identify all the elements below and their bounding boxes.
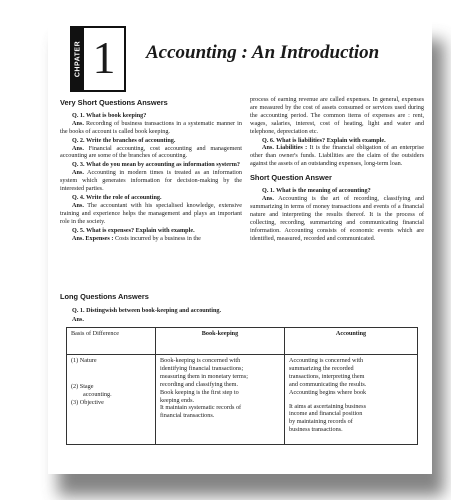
long-answer-label: Ans. (72, 316, 84, 323)
answer-1 (60, 120, 242, 136)
cell-text: Book keeping is the first step to (160, 388, 239, 396)
cell-text: income and financial position (289, 410, 363, 418)
very-short-heading: Very Short Questions Answers (60, 98, 168, 107)
answer-text: Accounting is the art of recording, classifying and summarizing in terms of money transactions and events of a financial nature and interpreting the results thereof. It is the process of collecting, recording, summarizing and communicating financial information. Accounting consists of economic events which are identified, measured, recorded and communicated. (250, 194, 424, 242)
table-cell-bookkeeping (156, 355, 285, 445)
cell-text: Accounting begins where book (289, 388, 367, 396)
basis-item: accounting. (83, 390, 112, 398)
document-page (48, 16, 432, 474)
short-answer-1 (250, 195, 424, 242)
cell-text: and communicating the results. (289, 380, 367, 388)
cell-text: keeping ends. (160, 396, 195, 404)
answer-label: Ans. Liabilities : (262, 144, 308, 152)
cell-text: Accounting is concerned with (289, 357, 364, 364)
table-header-bookkeeping: Book-keeping (156, 328, 285, 355)
table-row (67, 355, 418, 445)
answer-5-continued: process of earning revenue are called expenses. In general, expenses are measured by the cost of assets consumed or services used during the accounting period. The common items of expenses are : rent, wages, salaries, interest, cost of heating, light and water and telephone, depreciation etc. (250, 96, 424, 135)
table-cell-basis (67, 355, 156, 445)
basis-item: (2) Stage (71, 382, 94, 390)
answer-label: Ans. Expenses : (72, 234, 114, 242)
table-header-accounting: Accounting (285, 328, 418, 355)
answer-label: Ans. (72, 169, 84, 177)
cell-text: identifying financial transactions; (160, 364, 244, 372)
cell-text: It maintain systematic records of (160, 404, 242, 412)
question-3: Q. 3. What do you mean by accounting as information systerm? (72, 161, 240, 169)
answer-label: Ans. (72, 144, 84, 152)
table-header-row (67, 328, 418, 355)
answer-text: Costs incurred by a business in the (113, 234, 201, 242)
long-questions-heading: Long Questions Answers (60, 292, 149, 301)
question-2: Q. 2. Write the branches of accounting. (72, 136, 176, 144)
chapter-label-strip (72, 28, 84, 90)
cell-text: It aims at ascertaining business (289, 402, 366, 410)
answer-5 (60, 235, 242, 243)
cell-text: recording and classifying them. (160, 380, 239, 388)
cell-text: by maintaining records of (289, 418, 353, 426)
cell-text: financial transactions. (160, 412, 215, 420)
short-question-1: Q. 1. What is the meaning of accounting? (262, 187, 371, 195)
cell-text: measuring them in monetary terms; (160, 372, 248, 380)
short-question-heading: Short Question Answer (250, 173, 332, 183)
question-1: Q. 1. What is book keeping? (72, 111, 147, 119)
answer-text: Accounting in modern times is treated as an information system which generates information for decision-making by the interested parties. (60, 169, 242, 193)
answer-6 (250, 144, 424, 168)
right-column (250, 96, 424, 242)
answer-text: The accountant with his specialised knowledge, extensive training and experience helps the management and plays an important role in the society. (60, 201, 242, 225)
answer-2 (60, 145, 242, 161)
basis-item: (3) Objective (71, 398, 104, 406)
chapter-badge (70, 26, 126, 92)
answer-label: Ans. (72, 119, 84, 127)
cell-text: business transactions. (289, 426, 343, 434)
question-5: Q. 5. What is expenses? Explain with example. (72, 226, 195, 234)
question-4: Q. 4. Write the role of accounting. (72, 193, 162, 201)
table-header-basis: Basis of Difference (67, 328, 156, 355)
chapter-title: Accounting : An Introduction (146, 42, 380, 63)
chapter-label: CHPATER (74, 40, 82, 78)
chapter-number: 1 (92, 32, 116, 83)
answer-label: Ans. (72, 201, 84, 209)
basis-item: (1) Nature (71, 357, 97, 364)
comparison-table (66, 327, 418, 445)
cell-text: summarizing the recorded (289, 364, 354, 372)
answer-text: Recording of business transactions in a systematic manner in the books of account is called book keeping. (60, 119, 242, 135)
table-cell-accounting (285, 355, 418, 445)
answer-4 (60, 202, 242, 226)
answer-text: Financial accounting, cost accounting and management accounting are some of the branches of accounting. (60, 144, 242, 160)
cell-text: transactions, interpreting them (289, 372, 365, 380)
answer-label: Ans. (262, 194, 274, 202)
answer-3 (60, 169, 242, 193)
left-column (60, 96, 242, 242)
long-question-1: Q. 1. Distingwish between book-keeping and accounting. (72, 307, 222, 314)
answer-text: It is the financial obligation of an enterprise other than owner's funds. Liabilities are the claim of the outsiders against the assets of an outstanding expenses, long-term loan. (250, 144, 424, 168)
question-6: Q. 6. What is liabilities? Explain with example. (262, 136, 386, 144)
cell-text: Book-keeping is concerned with (160, 357, 241, 364)
